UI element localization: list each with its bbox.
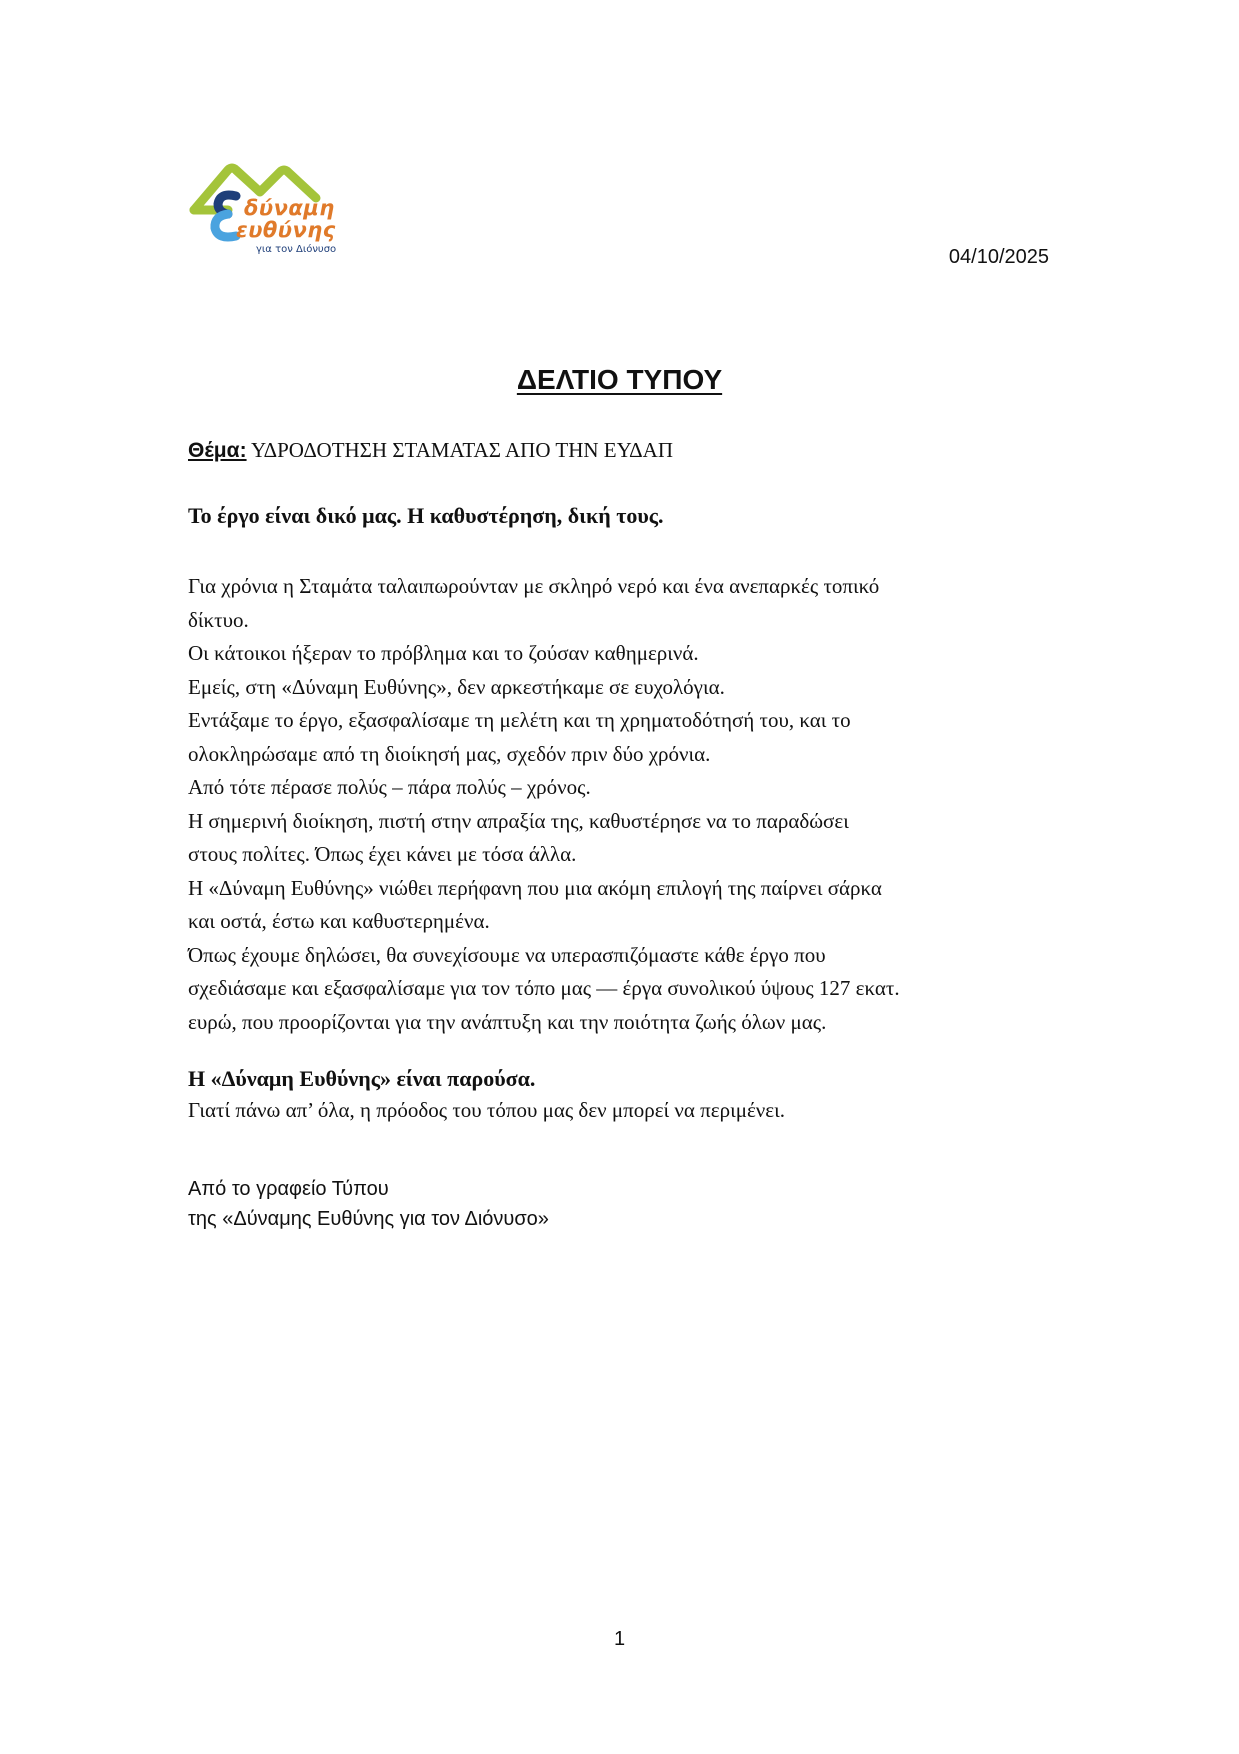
subject-text: ΥΔΡΟΔΟΤΗΣΗ ΣΤΑΜΑΤΑΣ ΑΠΟ ΤΗΝ ΕΥΔΑΠ [246,438,673,462]
signature-line: της «Δύναμης Ευθύνης για τον Διόνυσο» [188,1208,549,1230]
logo-text-line1: δύναμη [244,196,335,220]
logo-text-line2: ευθύνης [236,218,336,242]
body-line: Η σημερινή διοίκηση, πιστή στην απραξία της, καθυστέρησε να το παραδώσει [188,808,849,833]
signature-block [188,1174,549,1234]
body-line: σχεδιάσαμε και εξασφαλίσαμε για τον τόπο μας — έργα συνολικού ύψους 127 εκατ. [188,976,900,1000]
body-line: Οι κάτοικοι ήξεραν το πρόβλημα και το ζούσαν καθημερινά. [188,641,699,665]
body-line: Εμείς, στη «Δύναμη Ευθύνης», δεν αρκεστήκαμε σε ευχολόγια. [188,674,725,699]
body-line: Από τότε πέρασε πολύς – πάρα πολύς – χρόνος. [188,775,591,799]
closing-statement: Η «Δύναμη Ευθύνης» είναι παρούσα. [188,1066,536,1091]
body-line: Η «Δύναμη Ευθύνης» νιώθει περήφανη που μια ακόμη επιλογή της παίρνει σάρκα [188,875,882,900]
body-line: στους πολίτες. Όπως έχει κάνει με τόσα άλλα. [188,842,577,866]
body-text [188,570,1068,1039]
body-line: Εντάξαμε το έργο, εξασφαλίσαμε τη μελέτη και τη χρηματοδότησή του, και το [188,708,851,732]
document-date: 04/10/2025 [948,246,1049,268]
page-number: 1 [613,1628,626,1650]
page-title: ΔΕΛΤΙΟ ΤΥΠΟΥ [516,364,723,395]
body-line: Όπως έχουμε δηλώσει, θα συνεχίσουμε να υπερασπιζόμαστε κάθε έργο που [188,942,826,967]
body-line: και οστά, έστω και καθυστερημένα. [188,909,490,933]
subject-line [188,438,673,463]
subject-label: Θέμα: [188,439,247,462]
signature-line: Από το γραφείο Τύπου [188,1178,389,1200]
organization-logo [188,152,388,262]
closing-text: Γιατί πάνω απ’ όλα, η πρόοδος του τόπου μας δεν μπορεί να περιμένει. [188,1098,786,1122]
body-line: δίκτυο. [188,607,249,632]
body-line: ολοκληρώσαμε από τη διοίκησή μας, σχεδόν πριν δύο χρόνια. [188,741,711,766]
body-line: Για χρόνια η Σταμάτα ταλαιπωρούνταν με σκληρό νερό και ένα ανεπαρκές τοπικό [188,574,880,598]
headline: Το έργο είναι δικό μας. Η καθυστέρηση, δική τους. [188,503,664,528]
logo-tagline: για τον Διόνυσο [256,244,337,255]
body-line: ευρώ, που προορίζονται για την ανάπτυξη και την ποιότητα ζωής όλων μας. [188,1009,827,1034]
